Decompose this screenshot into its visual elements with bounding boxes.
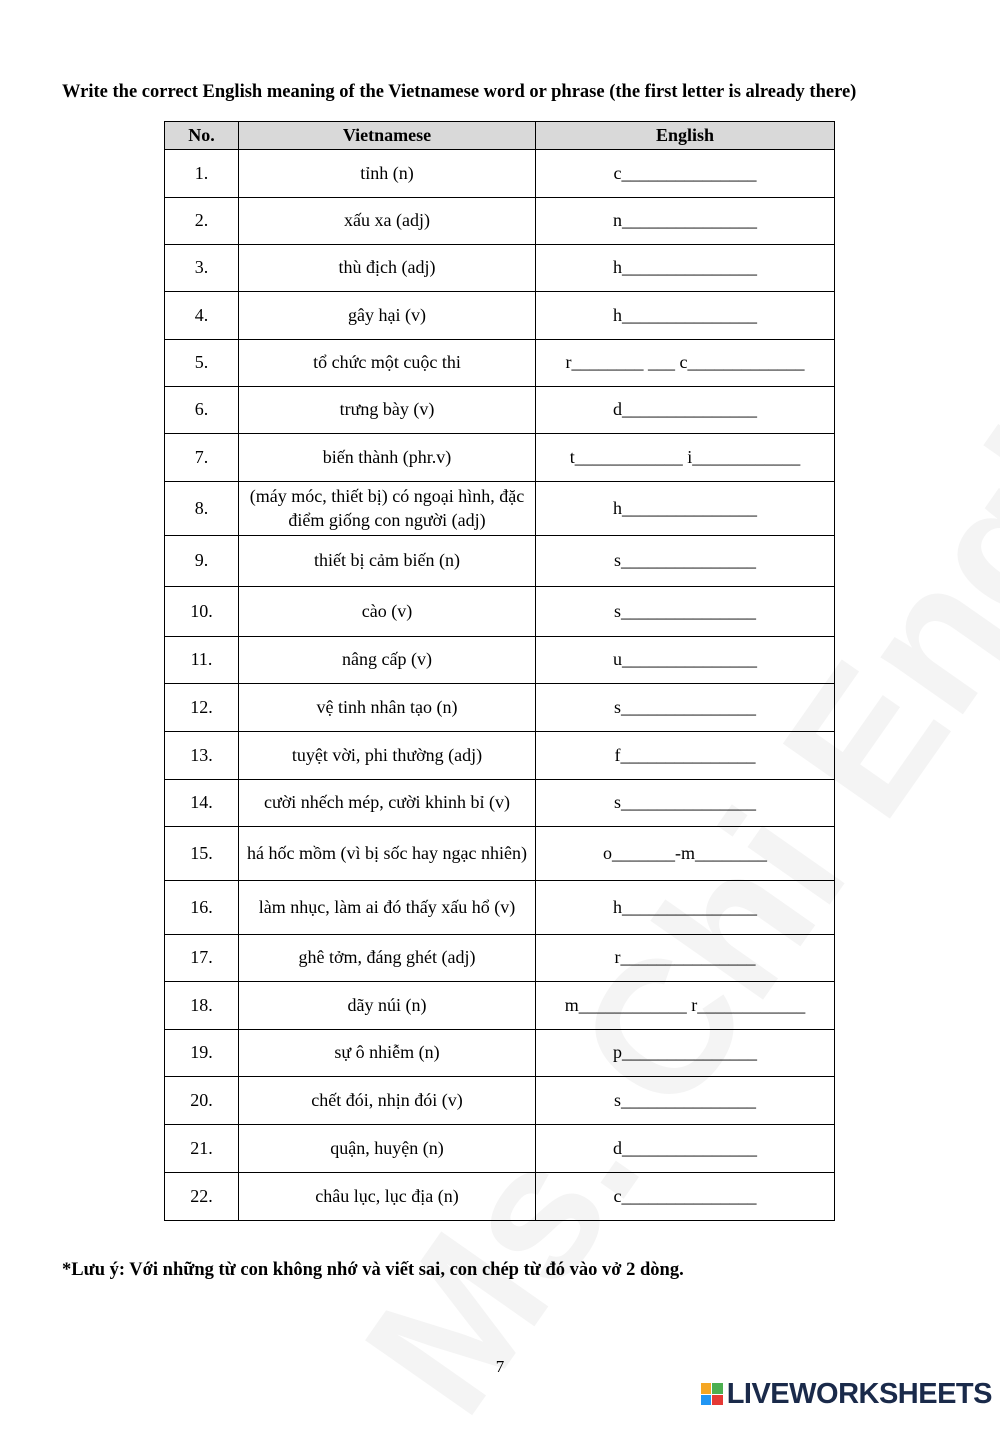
- english-answer-blank[interactable]: h_______________: [536, 292, 835, 340]
- instruction-text: Write the correct English meaning of the Vietnamese word or phrase (the first letter is already there): [62, 82, 857, 102]
- english-answer-blank[interactable]: h_______________: [536, 245, 835, 292]
- table-row: [165, 827, 835, 881]
- row-number: 20.: [165, 1077, 239, 1125]
- table-header-row: [165, 122, 835, 150]
- table-row: [165, 434, 835, 482]
- table-row: [165, 1125, 835, 1173]
- english-answer-blank[interactable]: o_______-m________: [536, 827, 835, 881]
- row-number: 19.: [165, 1030, 239, 1077]
- english-answer-blank[interactable]: s_______________: [536, 780, 835, 827]
- english-answer-blank[interactable]: h_______________: [536, 881, 835, 935]
- vietnamese-term: tỉnh (n): [239, 150, 536, 198]
- row-number: 11.: [165, 637, 239, 684]
- english-answer-blank[interactable]: u_______________: [536, 637, 835, 684]
- vietnamese-term: ghê tởm, đáng ghét (adj): [239, 935, 536, 982]
- vietnamese-term: sự ô nhiễm (n): [239, 1030, 536, 1077]
- vietnamese-term: dãy núi (n): [239, 982, 536, 1030]
- row-number: 1.: [165, 150, 239, 198]
- english-answer-blank[interactable]: d_______________: [536, 1125, 835, 1173]
- row-number: 22.: [165, 1173, 239, 1221]
- table-row: [165, 245, 835, 292]
- english-answer-blank[interactable]: p_______________: [536, 1030, 835, 1077]
- table-row: [165, 1173, 835, 1221]
- vietnamese-term: xấu xa (adj): [239, 198, 536, 245]
- vietnamese-term: thiết bị cảm biến (n): [239, 536, 536, 587]
- table-row: [165, 1077, 835, 1125]
- table-row: [165, 292, 835, 340]
- vietnamese-term: quận, huyện (n): [239, 1125, 536, 1173]
- vietnamese-term: tổ chức một cuộc thi: [239, 340, 536, 387]
- row-number: 17.: [165, 935, 239, 982]
- vietnamese-term: (máy móc, thiết bị) có ngoại hình, đặc điểm giống con người (adj): [239, 482, 536, 536]
- english-answer-blank[interactable]: r________ ___ c_____________: [536, 340, 835, 387]
- english-answer-blank[interactable]: c_______________: [536, 1173, 835, 1221]
- vocabulary-table: [164, 121, 835, 1221]
- row-number: 15.: [165, 827, 239, 881]
- table-row: [165, 340, 835, 387]
- vietnamese-term: châu lục, lục địa (n): [239, 1173, 536, 1221]
- table-row: [165, 732, 835, 780]
- english-answer-blank[interactable]: n_______________: [536, 198, 835, 245]
- english-answer-blank[interactable]: h_______________: [536, 482, 835, 536]
- vietnamese-term: vệ tinh nhân tạo (n): [239, 684, 536, 732]
- vietnamese-term: trưng bày (v): [239, 387, 536, 434]
- vietnamese-term: biến thành (phr.v): [239, 434, 536, 482]
- table-row: [165, 587, 835, 637]
- table-row: [165, 536, 835, 587]
- vietnamese-term: gây hại (v): [239, 292, 536, 340]
- row-number: 5.: [165, 340, 239, 387]
- row-number: 13.: [165, 732, 239, 780]
- english-answer-blank[interactable]: s_______________: [536, 684, 835, 732]
- vietnamese-term: thù địch (adj): [239, 245, 536, 292]
- english-answer-blank[interactable]: t____________ i____________: [536, 434, 835, 482]
- row-number: 21.: [165, 1125, 239, 1173]
- row-number: 8.: [165, 482, 239, 536]
- table-row: [165, 387, 835, 434]
- table-row: [165, 881, 835, 935]
- table-row: [165, 982, 835, 1030]
- vietnamese-term: há hốc mồm (vì bị sốc hay ngạc nhiên): [239, 827, 536, 881]
- note-text: *Lưu ý: Với những từ con không nhớ và viết sai, con chép từ đó vào vở 2 dòng.: [62, 1260, 684, 1280]
- brand-name: LIVEWORKSHEETS: [726, 1377, 992, 1410]
- english-answer-blank[interactable]: d_______________: [536, 387, 835, 434]
- english-answer-blank[interactable]: s_______________: [536, 587, 835, 637]
- vietnamese-term: cào (v): [239, 587, 536, 637]
- english-answer-blank[interactable]: r_______________: [536, 935, 835, 982]
- vietnamese-term: nâng cấp (v): [239, 637, 536, 684]
- header-english: English: [536, 122, 835, 150]
- table-row: [165, 684, 835, 732]
- row-number: 10.: [165, 587, 239, 637]
- table-row: [165, 150, 835, 198]
- page-number: 7: [495, 1357, 505, 1376]
- english-answer-blank[interactable]: m____________ r____________: [536, 982, 835, 1030]
- row-number: 9.: [165, 536, 239, 587]
- table-row: [165, 198, 835, 245]
- liveworksheets-brand: [701, 1378, 992, 1410]
- vietnamese-term: làm nhục, làm ai đó thấy xấu hổ (v): [239, 881, 536, 935]
- row-number: 6.: [165, 387, 239, 434]
- english-answer-blank[interactable]: s_______________: [536, 1077, 835, 1125]
- row-number: 2.: [165, 198, 239, 245]
- english-answer-blank[interactable]: c_______________: [536, 150, 835, 198]
- row-number: 14.: [165, 780, 239, 827]
- table-row: [165, 935, 835, 982]
- table-row: [165, 637, 835, 684]
- row-number: 4.: [165, 292, 239, 340]
- row-number: 12.: [165, 684, 239, 732]
- row-number: 3.: [165, 245, 239, 292]
- vietnamese-term: cười nhếch mép, cười khinh bỉ (v): [239, 780, 536, 827]
- vietnamese-term: tuyệt vời, phi thường (adj): [239, 732, 536, 780]
- liveworksheets-logo-icon: [701, 1383, 723, 1405]
- row-number: 18.: [165, 982, 239, 1030]
- vietnamese-term: chết đói, nhịn đói (v): [239, 1077, 536, 1125]
- row-number: 16.: [165, 881, 239, 935]
- english-answer-blank[interactable]: f_______________: [536, 732, 835, 780]
- header-no: No.: [165, 122, 239, 150]
- table-row: [165, 1030, 835, 1077]
- row-number: 7.: [165, 434, 239, 482]
- english-answer-blank[interactable]: s_______________: [536, 536, 835, 587]
- header-vietnamese: Vietnamese: [239, 122, 536, 150]
- table-row: [165, 780, 835, 827]
- table-row: [165, 482, 835, 536]
